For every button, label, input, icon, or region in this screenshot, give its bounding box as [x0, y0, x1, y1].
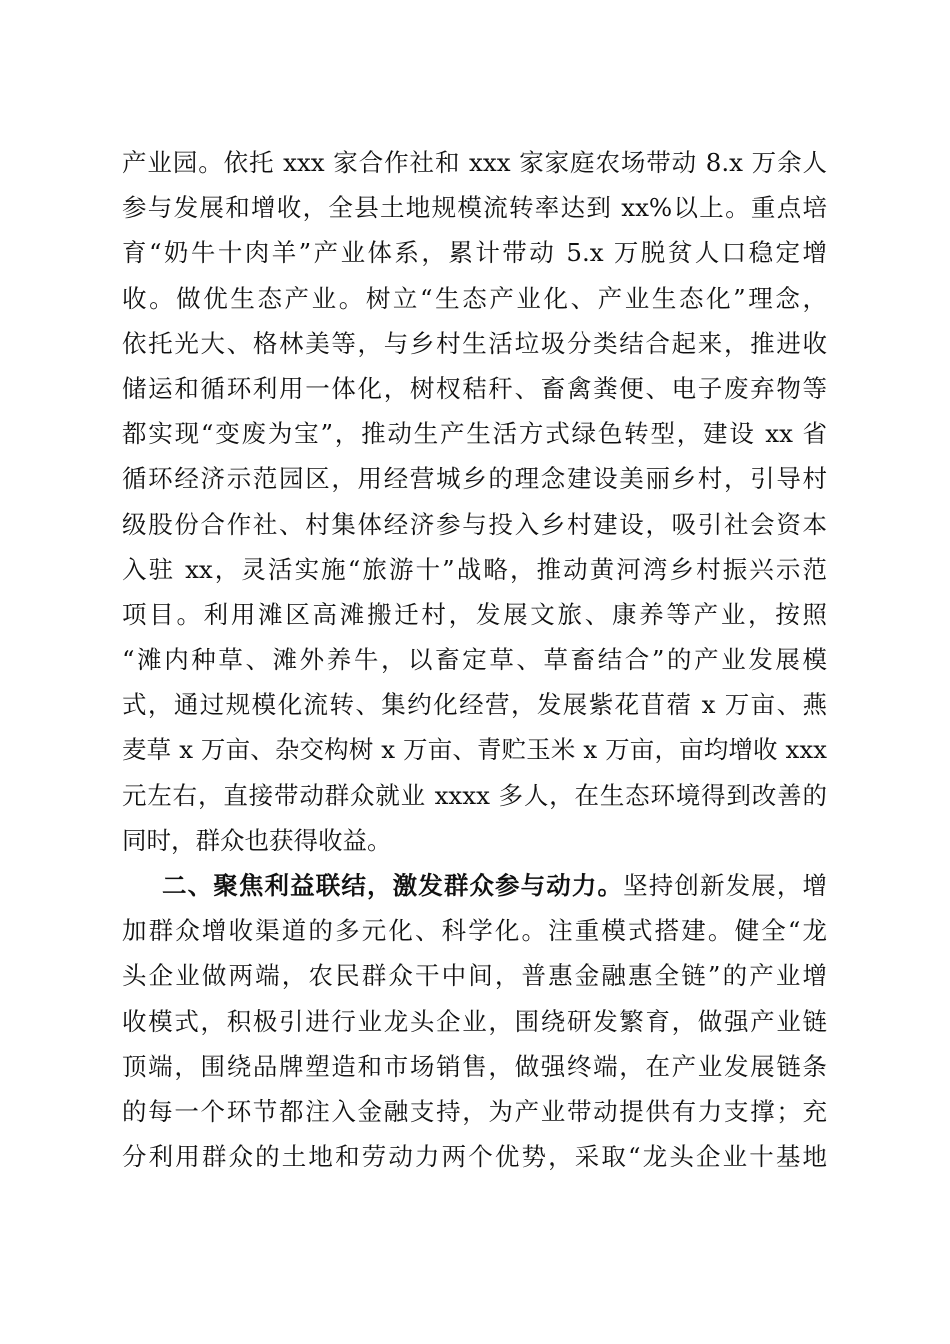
text-line: 同时，群众也获得收益。 — [122, 825, 392, 855]
text-line: 头企业做两端，农民群众干中间，普惠金融惠全链”的产业增 — [122, 961, 827, 991]
text-line: 循环经济示范园区，用经营城乡的理念建设美丽乡村，引导村 — [122, 464, 827, 494]
text-line: 收模式，积极引进行业龙头企业，围绕研发繁育，做强产业链 — [122, 1006, 827, 1036]
text-line: 入驻 xx，灵活实施“旅游十”战略，推动黄河湾乡村振兴示范 — [122, 554, 827, 584]
text-line: 参与发展和增收，全县土地规模流转率达到 xx%以上。重点培 — [122, 193, 827, 223]
text-line: 的每一个环节都注入金融支持，为产业带动提供有力支撑；充 — [122, 1096, 827, 1126]
text-line: 元左右，直接带动群众就业 xxxx 多人，在生态环境得到改善的 — [122, 780, 827, 810]
section-heading-line — [122, 863, 827, 908]
text-line: “滩内种草、滩外养牛，以畜定草、草畜结合”的产业发展模 — [122, 645, 827, 675]
text-line: 收。做优生态产业。树立“生态产业化、产业生态化”理念， — [122, 283, 827, 313]
text-line: 分利用群众的土地和劳动力两个优势，采取“龙头企业十基地 — [122, 1142, 827, 1172]
text-line: 储运和循环利用一体化，树杈秸秆、畜禽粪便、电子废弃物等 — [122, 373, 827, 403]
text-line: 顶端，围绕品牌塑造和市场销售，做强终端，在产业发展链条 — [122, 1051, 827, 1081]
text-line: 育“奶牛十肉羊”产业体系，累计带动 5.x 万脱贫人口稳定增 — [122, 238, 827, 268]
text-line: 麦草 x 万亩、杂交构树 x 万亩、青贮玉米 x 万亩，亩均增收 xxx — [122, 735, 827, 765]
text-line: 依托光大、格林美等，与乡村生活垃圾分类结合起来，推进收 — [122, 328, 827, 358]
text-line: 项目。利用滩区高滩搬迁村，发展文旅、康养等产业，按照 — [122, 599, 827, 629]
text-line: 加群众增收渠道的多元化、科学化。注重模式搭建。健全“龙 — [122, 916, 827, 946]
text-line: 级股份合作社、村集体经济参与投入乡村建设，吸引社会资本 — [122, 509, 827, 539]
text-line: 都实现“变废为宝”，推动生产生活方式绿色转型，建设 xx 省 — [122, 419, 827, 449]
text-line: 产业园。依托 xxx 家合作社和 xxx 家家庭农场带动 8.x 万余人 — [122, 148, 827, 177]
section-heading: 二、聚焦利益联结，激发群众参与动力。 — [162, 871, 624, 900]
text-line-rest: 坚持创新发展，增 — [623, 871, 827, 900]
text-line: 式，通过规模化流转、集约化经营，发展紫花苜蓿 x 万亩、燕 — [122, 690, 827, 720]
body-text — [122, 140, 827, 1179]
